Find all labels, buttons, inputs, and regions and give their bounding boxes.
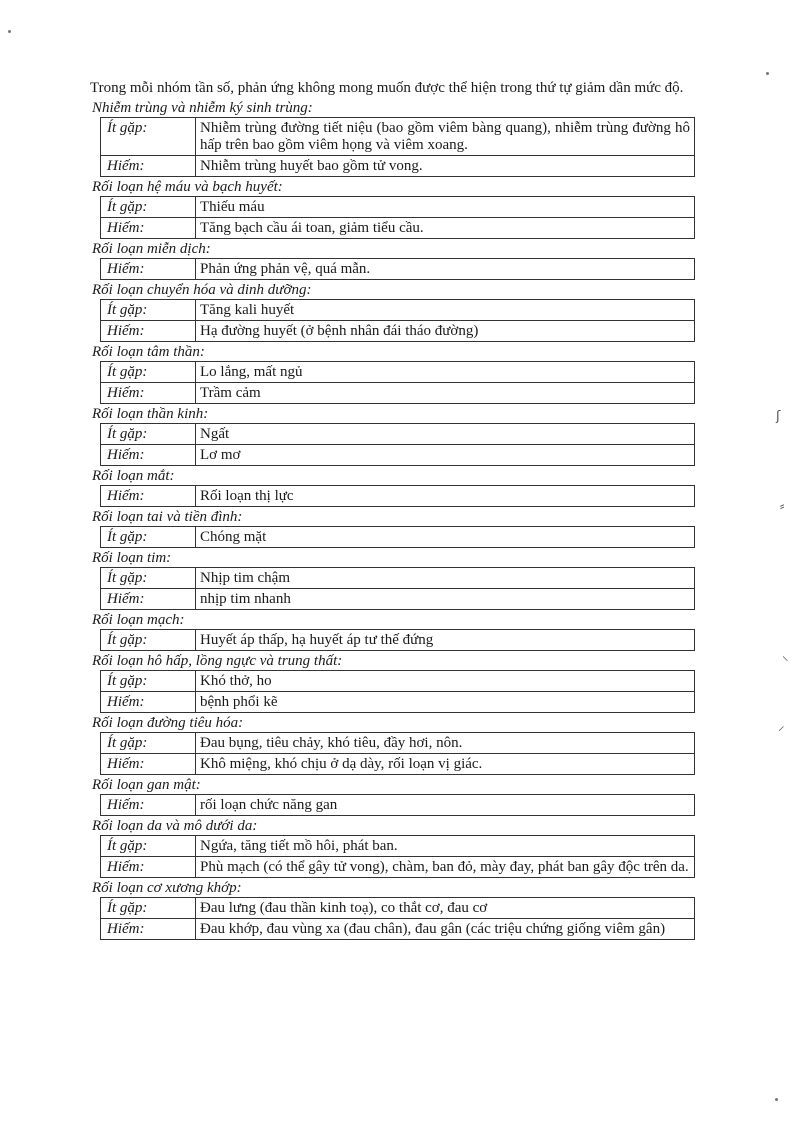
section-title: Rối loạn cơ xương khớp:: [92, 880, 242, 896]
table-row: [101, 424, 695, 445]
scan-artifact: ⸝: [778, 719, 785, 734]
table-row: [101, 733, 695, 754]
table-row: [101, 156, 695, 177]
section-title: Rối loạn hô hấp, lồng ngực và trung thất:: [92, 653, 343, 669]
reaction-table: [100, 258, 695, 280]
frequency-label: Hiếm:: [101, 218, 196, 239]
reaction-description: Chóng mặt: [196, 527, 695, 548]
reaction-table: [100, 567, 695, 610]
table-row: [101, 321, 695, 342]
frequency-label: Hiếm:: [101, 754, 196, 775]
reaction-description: Đau lưng (đau thần kinh toạ), co thắt cơ, đau cơ: [196, 898, 695, 919]
table-row: [101, 568, 695, 589]
frequency-label: Ít gặp:: [101, 362, 196, 383]
frequency-label: Ít gặp:: [101, 300, 196, 321]
table-row: [101, 445, 695, 466]
reaction-description: Lo lắng, mất ngủ: [196, 362, 695, 383]
table-row: [101, 362, 695, 383]
section-title: Rối loạn đường tiêu hóa:: [92, 715, 244, 731]
table-row: [101, 671, 695, 692]
reaction-table: [100, 361, 695, 404]
table-row: [101, 795, 695, 816]
frequency-label: Ít gặp:: [101, 733, 196, 754]
frequency-label: Ít gặp:: [101, 118, 196, 156]
reaction-description: Lơ mơ: [196, 445, 695, 466]
reaction-table: [100, 670, 695, 713]
reaction-description: Thiếu máu: [196, 197, 695, 218]
section-title: Rối loạn mắt:: [92, 468, 175, 484]
table-row: [101, 300, 695, 321]
table-row: [101, 898, 695, 919]
frequency-label: Ít gặp:: [101, 197, 196, 218]
scan-artifact: ʃ: [776, 409, 781, 424]
frequency-label: Hiếm:: [101, 919, 196, 940]
reaction-description: rối loạn chức năng gan: [196, 795, 695, 816]
reaction-table: [100, 897, 695, 940]
frequency-label: Hiếm:: [101, 383, 196, 404]
reaction-description: Đau bụng, tiêu chảy, khó tiêu, đầy hơi, nôn.: [196, 733, 695, 754]
table-row: [101, 836, 695, 857]
reaction-description: Ngứa, tăng tiết mồ hôi, phát ban.: [196, 836, 695, 857]
reaction-table: [100, 835, 695, 878]
section-title: Rối loạn chuyển hóa và dinh dưỡng:: [92, 282, 312, 298]
table-row: [101, 527, 695, 548]
reaction-description: Trầm cảm: [196, 383, 695, 404]
reaction-description: Đau khớp, đau vùng xa (đau chân), đau gân (các triệu chứng giống viêm gân): [196, 919, 695, 940]
reaction-description: Hạ đường huyết (ở bệnh nhân đái tháo đường): [196, 321, 695, 342]
scan-dot: [766, 72, 769, 75]
section-title: Rối loạn tim:: [92, 550, 172, 566]
table-row: [101, 857, 695, 878]
scan-dot: [775, 1098, 778, 1101]
section-title: Rối loạn miễn dịch:: [92, 241, 211, 257]
table-row: [101, 630, 695, 651]
table-row: [101, 754, 695, 775]
intro-paragraph: Trong mỗi nhóm tần số, phản ứng không mong muốn được thể hiện trong thứ tự giảm dần mức độ.: [90, 80, 684, 96]
frequency-label: Hiếm:: [101, 692, 196, 713]
section-title: Rối loạn gan mật:: [92, 777, 201, 793]
reaction-description: nhịp tim nhanh: [196, 589, 695, 610]
reaction-table: [100, 117, 695, 177]
reaction-description: Khô miệng, khó chịu ở dạ dày, rối loạn vị giác.: [196, 754, 695, 775]
reaction-table: [100, 794, 695, 816]
frequency-label: Hiếm:: [101, 589, 196, 610]
table-row: [101, 383, 695, 404]
section-title: Rối loạn da và mô dưới da:: [92, 818, 258, 834]
reaction-description: Tăng bạch cầu ái toan, giảm tiểu cầu.: [196, 218, 695, 239]
frequency-label: Hiếm:: [101, 857, 196, 878]
adverse-reactions-list: [90, 100, 700, 940]
reaction-table: [100, 485, 695, 507]
frequency-label: Hiếm:: [101, 321, 196, 342]
table-row: [101, 118, 695, 156]
reaction-description: bệnh phổi kẽ: [196, 692, 695, 713]
table-row: [101, 197, 695, 218]
reaction-description: Nhịp tim chậm: [196, 568, 695, 589]
frequency-label: Ít gặp:: [101, 424, 196, 445]
section-title: Rối loạn mạch:: [92, 612, 185, 628]
section-title: Rối loạn tai và tiền đình:: [92, 509, 243, 525]
frequency-label: Hiếm:: [101, 156, 196, 177]
scan-artifact: ⸜: [782, 649, 789, 664]
reaction-table: [100, 526, 695, 548]
reaction-description: Ngất: [196, 424, 695, 445]
reaction-table: [100, 196, 695, 239]
frequency-label: Hiếm:: [101, 795, 196, 816]
reaction-description: Rối loạn thị lực: [196, 486, 695, 507]
reaction-description: Huyết áp thấp, hạ huyết áp tư thế đứng: [196, 630, 695, 651]
reaction-description: Phản ứng phản vệ, quá mẫn.: [196, 259, 695, 280]
reaction-description: Tăng kali huyết: [196, 300, 695, 321]
page-content: [90, 78, 700, 942]
reaction-table: [100, 732, 695, 775]
table-row: [101, 259, 695, 280]
frequency-label: Ít gặp:: [101, 898, 196, 919]
frequency-label: Hiếm:: [101, 259, 196, 280]
scan-dot: [8, 30, 11, 33]
frequency-label: Ít gặp:: [101, 836, 196, 857]
section-title: Rối loạn thần kinh:: [92, 406, 209, 422]
section-title: Nhiễm trùng và nhiễm ký sinh trùng:: [92, 100, 313, 116]
reaction-table: [100, 423, 695, 466]
frequency-label: Hiếm:: [101, 445, 196, 466]
frequency-label: Ít gặp:: [101, 671, 196, 692]
reaction-description: Khó thở, ho: [196, 671, 695, 692]
section-title: Rối loạn tâm thần:: [92, 344, 205, 360]
frequency-label: Hiếm:: [101, 486, 196, 507]
table-row: [101, 589, 695, 610]
section-title: Rối loạn hệ máu và bạch huyết:: [92, 179, 283, 195]
frequency-label: Ít gặp:: [101, 527, 196, 548]
reaction-table: [100, 299, 695, 342]
table-row: [101, 218, 695, 239]
reaction-table: [100, 629, 695, 651]
table-row: [101, 486, 695, 507]
frequency-label: Ít gặp:: [101, 630, 196, 651]
table-row: [101, 692, 695, 713]
frequency-label: Ít gặp:: [101, 568, 196, 589]
table-row: [101, 919, 695, 940]
scan-artifact: ⸗: [780, 499, 785, 514]
reaction-description: Phù mạch (có thể gây tử vong), chàm, ban đỏ, mày đay, phát ban gây độc trên da.: [196, 857, 695, 878]
reaction-description: Nhiễm trùng đường tiết niệu (bao gồm viêm bàng quang), nhiễm trùng đường hô hấp trên bao gồm viêm họng và viêm xoang.: [196, 118, 695, 156]
reaction-description: Nhiễm trùng huyết bao gồm tử vong.: [196, 156, 695, 177]
